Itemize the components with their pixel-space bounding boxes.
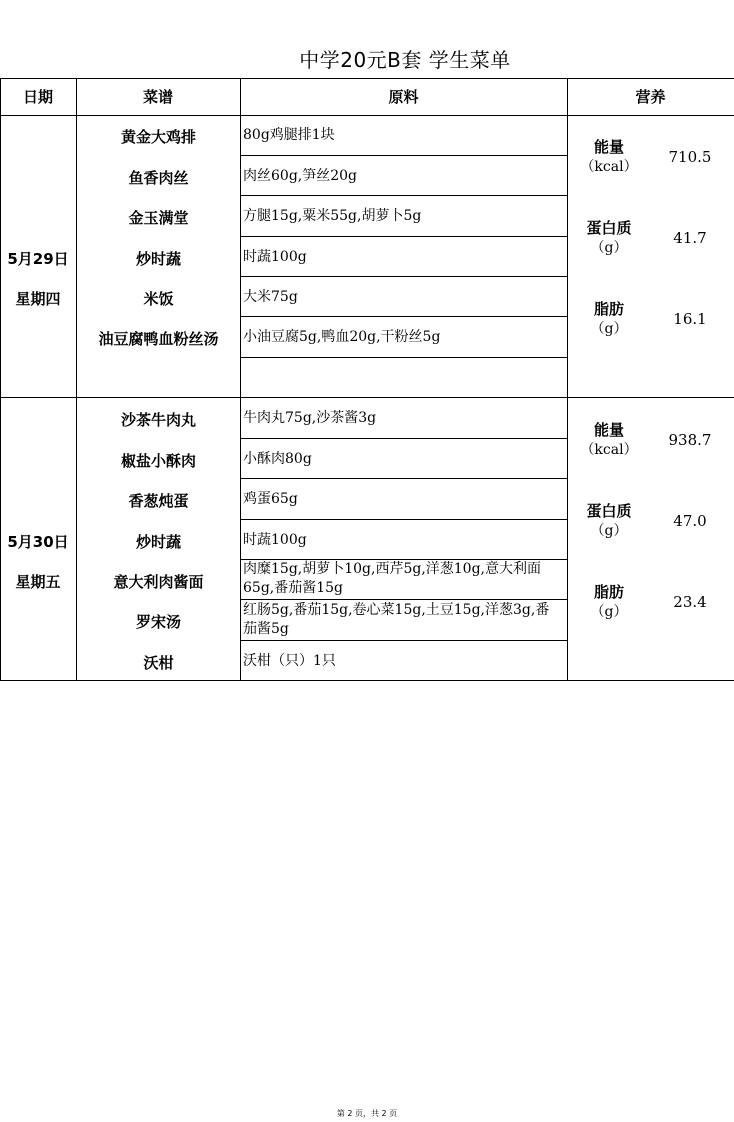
nutrition-value: 938.7 bbox=[668, 431, 712, 449]
nutrition-label: 蛋白质 bbox=[586, 502, 632, 520]
nutrition-label: 蛋白质 bbox=[586, 219, 632, 237]
dish-ingredients: 小油豆腐5g,鸭血20g,干粉丝5g bbox=[243, 329, 441, 345]
header-nutrition: 营养 bbox=[635, 88, 666, 106]
dish-ingredients: 时蔬100g bbox=[243, 532, 307, 548]
dish-ingredients: 大米75g bbox=[243, 289, 298, 305]
nutrition-value: 23.4 bbox=[673, 593, 707, 611]
dish-ingredients: 80g鸡腿排1块 bbox=[243, 127, 335, 143]
nutrition-value: 16.1 bbox=[673, 310, 707, 328]
nutrition-label: 能量 bbox=[593, 421, 624, 439]
dish-name: 炒时蔬 bbox=[135, 533, 181, 551]
dish-name: 沃柑 bbox=[143, 654, 174, 672]
dish-name: 香葱炖蛋 bbox=[128, 492, 189, 510]
dish-ingredients: 时蔬100g bbox=[243, 249, 307, 265]
header-recipe: 菜谱 bbox=[142, 88, 173, 106]
dish-ingredients: 肉糜15g,胡萝卜10g,西芹5g,洋葱10g,意大利面65g,番茄酱15g bbox=[243, 561, 541, 596]
dish-ingredients: 小酥肉80g bbox=[243, 451, 312, 467]
dish-name: 鱼香肉丝 bbox=[128, 169, 189, 187]
dish-ingredients: 红肠5g,番茄15g,卷心菜15g,土豆15g,洋葱3g,番茄酱5g bbox=[243, 602, 550, 637]
nutrition-label: 能量 bbox=[593, 138, 624, 156]
page-footer: 第 2 页，共 2 页 bbox=[336, 1109, 398, 1118]
dish-ingredients: 鸡蛋65g bbox=[243, 491, 298, 507]
nutrition-label: 脂肪 bbox=[593, 300, 624, 318]
dish-name: 意大利肉酱面 bbox=[113, 573, 204, 591]
header-ingredients: 原料 bbox=[388, 88, 419, 106]
dish-name: 沙茶牛肉丸 bbox=[120, 411, 196, 429]
page-title: 中学20元B套 学生菜单 bbox=[299, 48, 511, 72]
header-date: 日期 bbox=[22, 88, 53, 106]
nutrition-label: 脂肪 bbox=[593, 583, 624, 601]
nutrition-unit: （kcal） bbox=[580, 442, 638, 458]
nutrition-value: 710.5 bbox=[668, 148, 712, 166]
dish-ingredients: 沃柑（只）1只 bbox=[243, 653, 336, 669]
dish-name: 椒盐小酥肉 bbox=[120, 452, 196, 470]
day-date: 5月29日 bbox=[7, 250, 69, 268]
nutrition-unit: （g） bbox=[590, 240, 628, 256]
dish-ingredients: 方腿15g,粟米55g,胡萝卜5g bbox=[243, 208, 422, 224]
day-date: 5月30日 bbox=[7, 533, 69, 551]
nutrition-unit: （g） bbox=[590, 523, 628, 539]
dish-ingredients: 肉丝60g,笋丝20g bbox=[243, 168, 358, 184]
nutrition-unit: （g） bbox=[590, 321, 628, 337]
dish-name: 金玉满堂 bbox=[128, 209, 189, 227]
dish-name: 炒时蔬 bbox=[135, 250, 181, 268]
nutrition-value: 41.7 bbox=[673, 229, 707, 247]
dish-name: 黄金大鸡排 bbox=[120, 128, 196, 146]
dish-name: 米饭 bbox=[143, 290, 174, 308]
day-weekday: 星期四 bbox=[15, 290, 61, 308]
nutrition-value: 47.0 bbox=[673, 512, 707, 530]
dish-ingredients: 牛肉丸75g,沙茶酱3g bbox=[243, 410, 377, 426]
day-weekday: 星期五 bbox=[15, 573, 61, 591]
dish-name: 罗宋汤 bbox=[135, 613, 181, 631]
nutrition-unit: （g） bbox=[590, 604, 628, 620]
dish-name: 油豆腐鸭血粉丝汤 bbox=[98, 330, 219, 348]
nutrition-unit: （kcal） bbox=[580, 159, 638, 175]
